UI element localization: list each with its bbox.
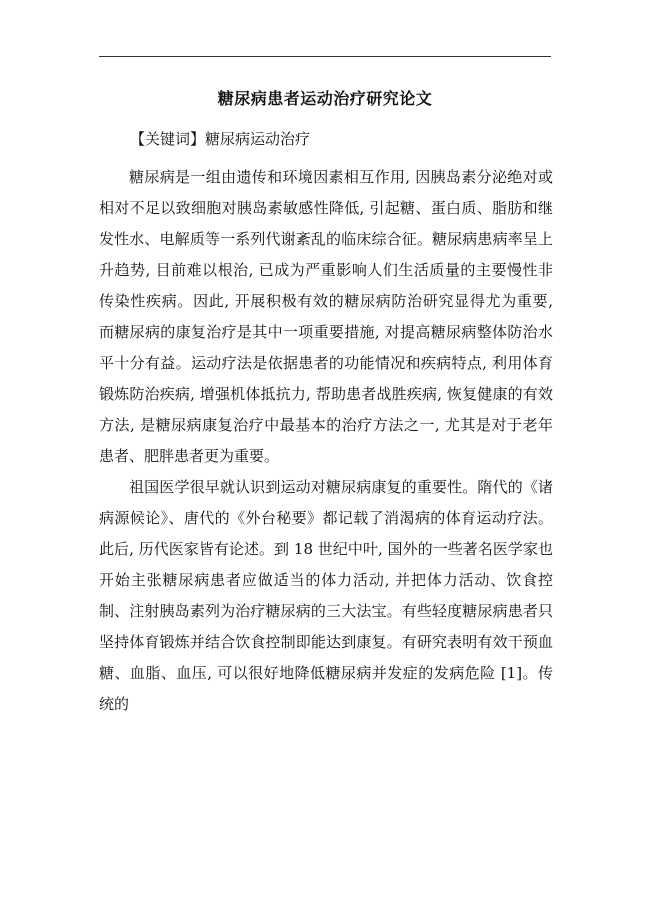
keywords-label: 【关键词】 [130, 130, 206, 148]
keywords-value: 糖尿病运动治疗 [205, 130, 311, 148]
document-title: 糖尿病患者运动治疗研究论文 [217, 89, 433, 108]
paragraph-1: 糖尿病是一组由遗传和环境因素相互作用, 因胰岛素分泌绝对或相对不足以致细胞对胰岛素敏感性降低, 引起糖、蛋白质、脂肪和继发性水、电解质等一系列代谢紊乱的临床综合征。糖尿病患病率呈上升趋势, 目前难以根治, 已成为严重影响人们生活质量的主要慢性非传染性疾病。因此, 开展积极有效的糖尿病防治研究显得尤为重要, 而糖尿病的康复治疗是其中一项重要措施, 对提高糖尿病整体防治水平十分有益。运动疗法是依据患者的功能情况和疾病特点, 利用体育锻炼防治疾病, 增强机体抵抗力, 帮助患者战胜疾病, 恢复健康的有效方法, 是糖尿病康复治疗中最基本的治疗方法之一, 尤其是对于老年患者、肥胖患者更为重要。 [99, 168, 553, 465]
keywords-line [130, 127, 551, 151]
header-rule [99, 56, 551, 57]
body-text [99, 162, 553, 720]
paragraph-2: 祖国医学很早就认识到运动对糖尿病康复的重要性。隋代的《诸病源候论》、唐代的《外台秘要》都记载了消渴病的体育运动疗法。此后, 历代医家皆有论述。到 18 世纪中叶, 国外的一些著名医学家也开始主张糖尿病患者应做适当的体力活动, 并把体力活动、饮食控制、注射胰岛素列为治疗糖尿病的三大法宝。有些轻度糖尿病患者只坚持体育锻炼并结合饮食控制即能达到康复。有研究表明有效干预血糖、血脂、血压, 可以很好地降低糖尿病并发症的发病危险 [1]。传统的 [99, 478, 553, 713]
